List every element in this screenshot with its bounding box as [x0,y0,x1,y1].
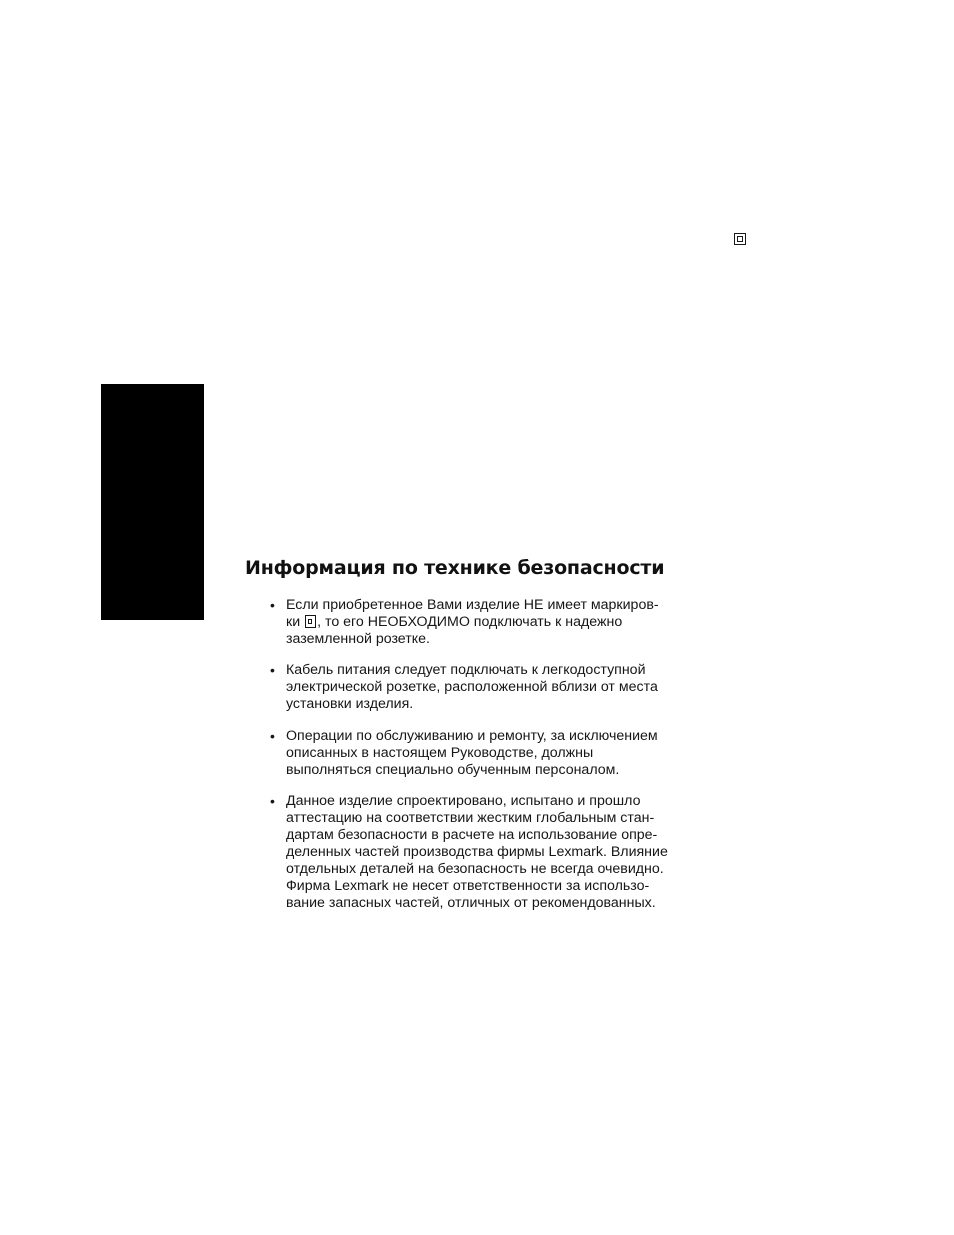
list-item [270,728,710,779]
chapter-tab [101,384,204,620]
item-line: установки изделия. [286,696,414,712]
double-insulation-icon [305,615,316,628]
item-line: вание запасных частей, отличных от рекомендованных. [286,895,656,911]
bullet: • [270,793,275,809]
item-line: деленных частей производства фирмы Lexmark. Влияние [286,844,668,860]
item-line: Операции по обслуживанию и ремонту, за исключением [286,728,658,744]
item-text: , то его НЕОБХОДИМО подключать к надежно [317,614,623,630]
item-line: выполняться специально обученным персоналом. [286,762,620,778]
item-line: аттестацию на соответствии жестким глобальным стан- [286,810,655,826]
item-line: описанных в настоящем Руководстве, должны [286,745,594,761]
list-item [270,597,710,648]
bullet: • [270,597,275,613]
item-line: Если приобретенное Вами изделие НЕ имеет маркиров- [286,597,659,613]
item-line: заземленной розетке. [286,631,430,647]
item-line: Кабель питания следует подключать к легкодоступной [286,662,646,678]
item-line: дартам безопасности в расчете на использование опре- [286,827,658,843]
list-item [270,793,710,912]
item-text: ки [286,614,301,630]
list-item [270,662,710,713]
bullet: • [270,728,275,744]
section-title: Информация по технике безопасности [245,557,665,579]
double-insulation-icon [734,233,746,245]
bullet: • [270,662,275,678]
item-line: Данное изделие спроектировано, испытано и прошло [286,793,641,809]
item-line: электрической розетке, расположенной вблизи от места [286,679,658,695]
item-line: отдельных деталей на безопасность не всегда очевидно. [286,861,664,877]
item-line [286,614,710,631]
item-line: Фирма Lexmark не несет ответственности за использо- [286,878,650,894]
